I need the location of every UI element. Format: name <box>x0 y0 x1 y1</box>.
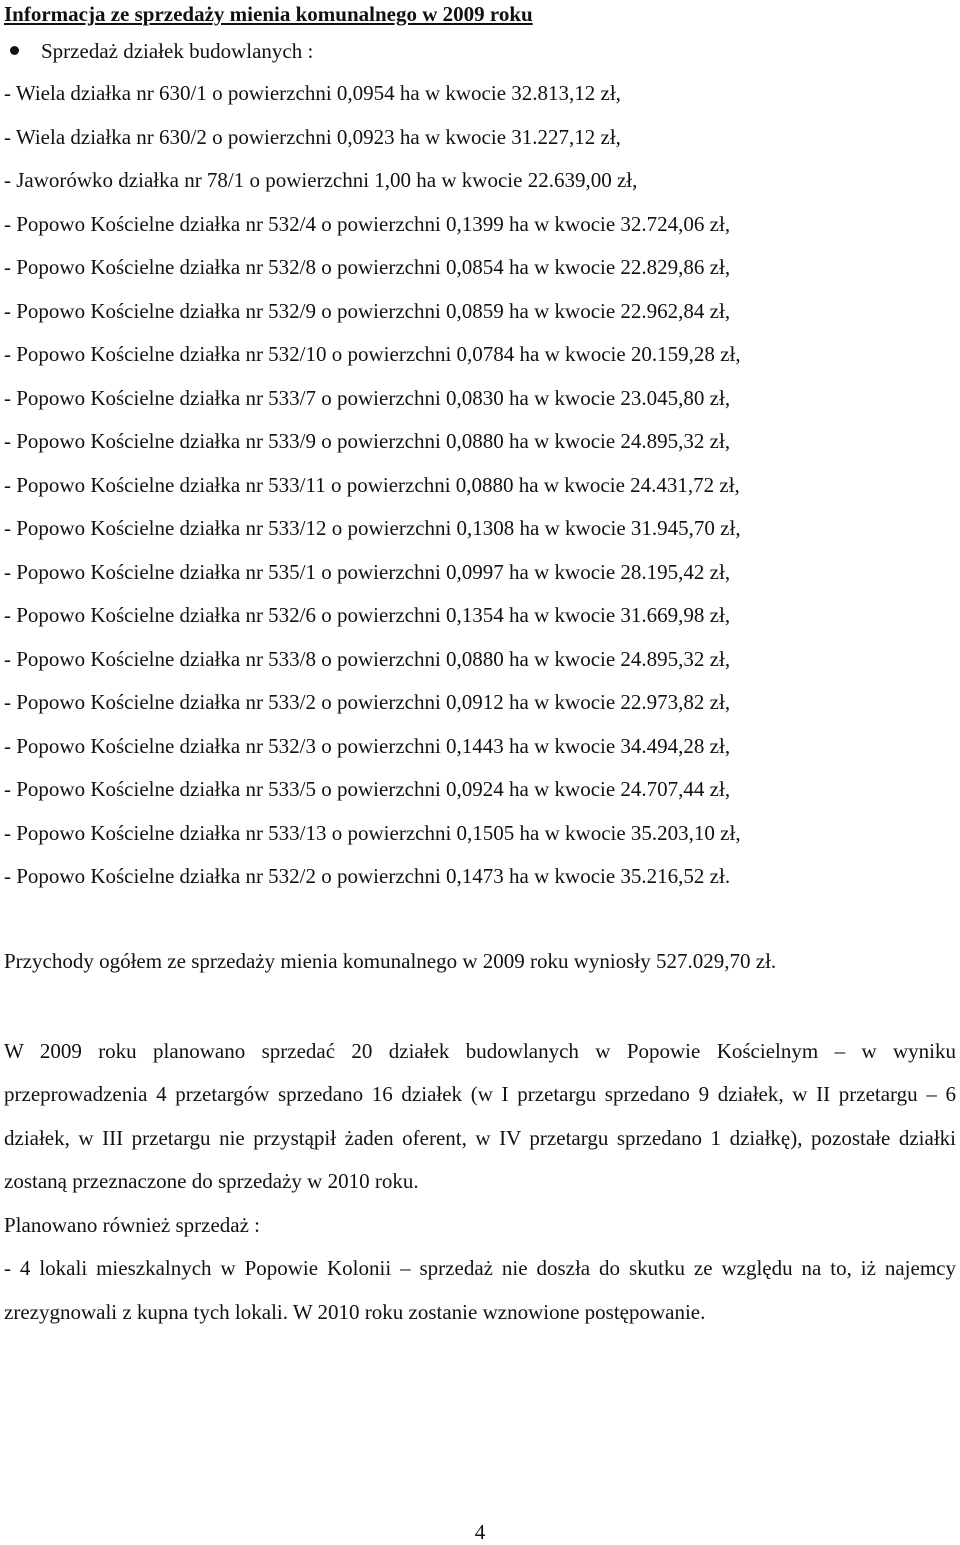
plot-item: - Popowo Kościelne działka nr 532/8 o powierzchni 0,0854 ha w kwocie 22.829,86 zł, <box>4 255 731 279</box>
paragraph-plan: W 2009 roku planowano sprzedać 20 działek budowlanych w Popowie Kościelnym – w wyniku przeprowadzenia 4 przetargów sprzedano 16 działek (w I przetargu sprzedano 9 działek, w II przetargu – 6 działek, w III przetargu nie przystąpił żaden oferent, w IV przetargu sprzedano 1 działkę), pozostałe działki zostaną przeznaczone do sprzedaży w 2010 roku. <box>4 1038 956 1193</box>
plots-list <box>4 72 956 899</box>
plot-item: - Popowo Kościelne działka nr 533/12 o powierzchni 0,1308 ha w kwocie 31.945,70 zł, <box>4 516 741 540</box>
section-heading <box>4 29 956 72</box>
plot-item: - Popowo Kościelne działka nr 532/10 o powierzchni 0,0784 ha w kwocie 20.159,28 zł, <box>4 342 741 366</box>
plot-item: - Popowo Kościelne działka nr 532/3 o powierzchni 0,1443 ha w kwocie 34.494,28 zł, <box>4 733 731 758</box>
planned-title: Planowano również sprzedaż : <box>4 1212 260 1237</box>
plot-item: - Popowo Kościelne działka nr 533/7 o powierzchni 0,0830 ha w kwocie 23.045,80 zł, <box>4 385 731 410</box>
plot-item: - Wiela działka nr 630/1 o powierzchni 0,0954 ha w kwocie 32.813,12 zł, <box>4 81 621 105</box>
document-title: Informacja ze sprzedaży mienia komunalnego w 2009 roku <box>4 2 533 26</box>
plot-item: - Popowo Kościelne działka nr 533/2 o powierzchni 0,0912 ha w kwocie 22.973,82 zł, <box>4 690 731 714</box>
plot-item: - Popowo Kościelne działka nr 533/11 o powierzchni 0,0880 ha w kwocie 24.431,72 zł, <box>4 472 740 497</box>
plot-item: - Popowo Kościelne działka nr 533/13 o powierzchni 0,1505 ha w kwocie 35.203,10 zł, <box>4 820 741 845</box>
plot-item: - Popowo Kościelne działka nr 535/1 o powierzchni 0,0997 ha w kwocie 28.195,42 zł, <box>4 559 731 584</box>
plot-item: - Popowo Kościelne działka nr 533/5 o powierzchni 0,0924 ha w kwocie 24.707,44 zł, <box>4 777 731 801</box>
document-page <box>4 0 956 1334</box>
plot-item: - Popowo Kościelne działka nr 532/6 o powierzchni 0,1354 ha w kwocie 31.669,98 zł, <box>4 603 731 627</box>
page-number: 4 <box>474 1520 486 1544</box>
plot-item: - Popowo Kościelne działka nr 533/9 o powierzchni 0,0880 ha w kwocie 24.895,32 zł, <box>4 429 731 453</box>
plot-item: - Popowo Kościelne działka nr 532/2 o powierzchni 0,1473 ha w kwocie 35.216,52 zł. <box>4 864 731 888</box>
section-heading-text: Sprzedaż działek budowlanych : <box>41 38 314 63</box>
paragraph-flats: - 4 lokali mieszkalnych w Popowie Kolonii – sprzedaż nie doszła do skutku ze względu na to, iż najemcy zrezygnowali z kupna tych lokali. W 2010 roku zostanie wznowione postępowanie. <box>4 1256 956 1324</box>
total-revenue: Przychody ogółem ze sprzedaży mienia komunalnego w 2009 roku wyniosły 527.029,70 zł. <box>4 948 777 973</box>
bullet-icon <box>10 46 19 55</box>
plot-item: - Popowo Kościelne działka nr 533/8 o powierzchni 0,0880 ha w kwocie 24.895,32 zł, <box>4 646 731 671</box>
plot-item: - Wiela działka nr 630/2 o powierzchni 0,0923 ha w kwocie 31.227,12 zł, <box>4 124 621 149</box>
plot-item: - Popowo Kościelne działka nr 532/9 o powierzchni 0,0859 ha w kwocie 22.962,84 zł, <box>4 298 731 323</box>
plot-item: - Jaworówko działka nr 78/1 o powierzchni 1,00 ha w kwocie 22.639,00 zł, <box>4 168 638 192</box>
plot-item: - Popowo Kościelne działka nr 532/4 o powierzchni 0,1399 ha w kwocie 32.724,06 zł, <box>4 211 731 236</box>
